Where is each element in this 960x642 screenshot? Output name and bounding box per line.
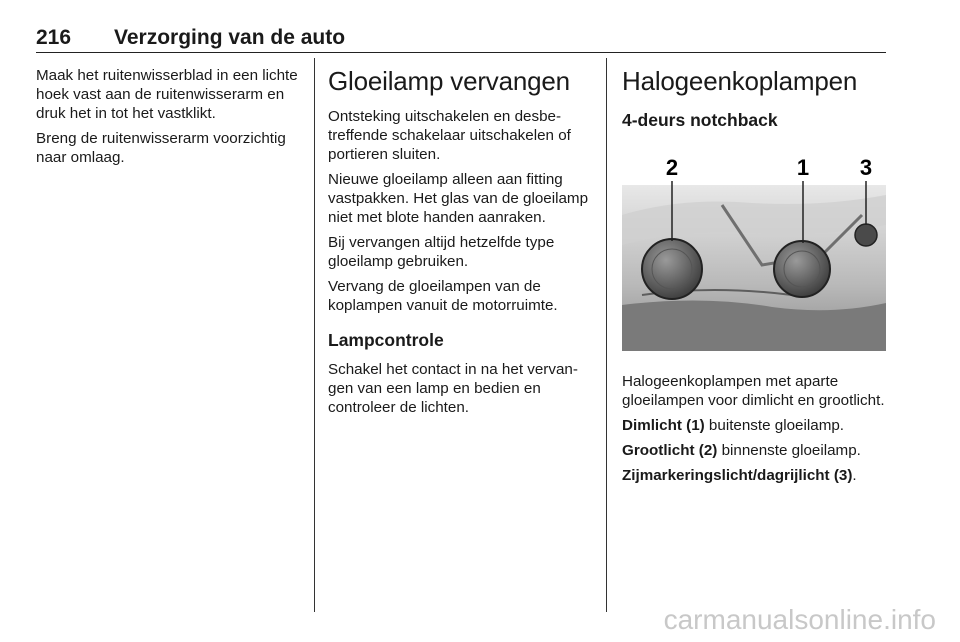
column-divider-1 bbox=[314, 58, 315, 612]
paragraph: Vervang de gloeilampen van de koplampen vanuit de motorruimte. bbox=[328, 278, 558, 314]
item-text: buitenste gloeilamp. bbox=[704, 417, 845, 434]
page-number: 216 bbox=[36, 26, 72, 49]
item-label: Grootlicht (2) bbox=[622, 442, 718, 459]
list-item bbox=[622, 441, 888, 460]
column-divider-2 bbox=[606, 58, 607, 612]
bulb-socket-3 bbox=[855, 224, 877, 246]
item-text: . bbox=[852, 467, 857, 484]
paragraph: Breng de ruitenwisserarm voorzichtig naar omlaag. bbox=[36, 130, 286, 166]
headlamp-figure bbox=[622, 145, 886, 351]
paragraph: Ontsteking uitschakelen en desbetreffende schakelaar uitschakelen of portieren sluiten. bbox=[328, 108, 571, 163]
page-header bbox=[36, 26, 886, 53]
callout-label-3: 3 bbox=[859, 155, 873, 180]
item-label: Dimlicht (1) bbox=[622, 417, 705, 434]
paragraph: Schakel het contact in na het vervangen van een lamp en bedien en controleer de lichten. bbox=[328, 361, 578, 416]
running-title: Verzorging van de auto bbox=[114, 26, 346, 49]
callout-label-2: 2 bbox=[665, 155, 679, 180]
section-heading: Halogeenkoplampen bbox=[622, 66, 858, 96]
paragraph: Nieuwe gloeilamp alleen aan fitting vastpakken. Het glas van de gloeilamp niet met blote handen aanraken. bbox=[328, 171, 589, 226]
paragraph: Maak het ruitenwisserblad in een lichte hoek vast aan de ruitenwisserarm en druk het in tot het vastklikt. bbox=[36, 67, 298, 122]
bulb-cap-2 bbox=[642, 239, 702, 299]
subsection-heading: 4-deurs notchback bbox=[622, 110, 778, 130]
item-label: Zijmarkeringslicht/dagrijlicht (3) bbox=[622, 467, 853, 484]
bulb-cap-1 bbox=[774, 241, 830, 297]
list-item bbox=[622, 416, 888, 435]
figure-caption: Halogeenkoplampen met aparte gloeilampen voor dimlicht en grootlicht. bbox=[622, 373, 885, 409]
column-3 bbox=[622, 66, 888, 491]
section-heading: Gloeilamp vervangen bbox=[328, 66, 570, 96]
column-1 bbox=[36, 66, 304, 173]
watermark: carmanualsonline.info bbox=[663, 604, 936, 635]
list-item bbox=[622, 466, 888, 485]
item-text: binnenste gloeilamp. bbox=[717, 442, 861, 459]
column-2 bbox=[328, 66, 594, 423]
paragraph: Bij vervangen altijd hetzelfde type gloeilamp gebruiken. bbox=[328, 234, 555, 270]
callout-label-1: 1 bbox=[796, 155, 810, 180]
subsection-heading: Lampcontrole bbox=[328, 330, 444, 350]
